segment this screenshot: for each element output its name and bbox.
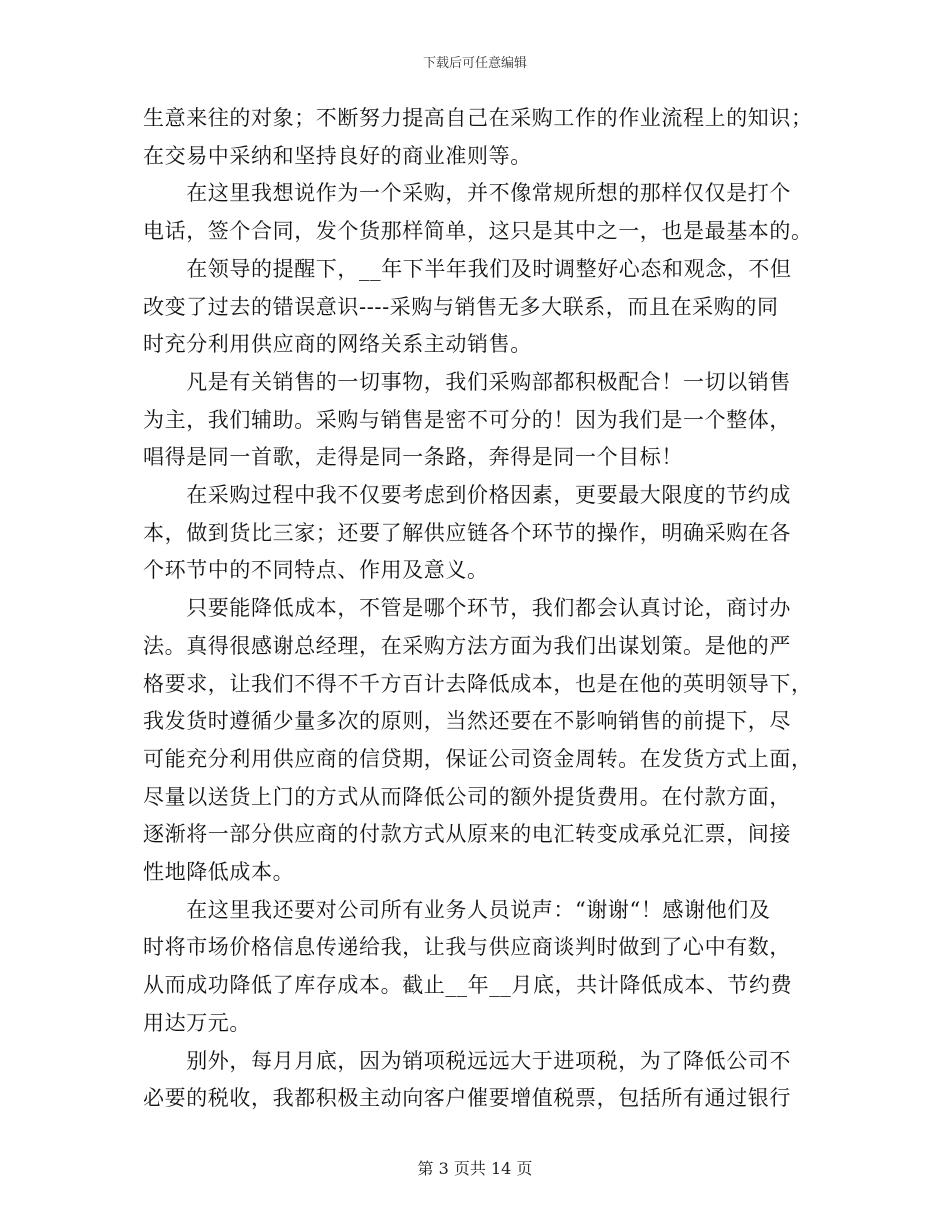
text-line: 唱得是同一首歌，走得是同一条路，奔得是同一个目标！	[143, 445, 683, 470]
text-line: 可能充分利用供应商的信贷期，保证公司资金周转。在发货方式上面，	[143, 746, 813, 771]
text-line: 在交易中采纳和坚持良好的商业准则等。	[143, 143, 532, 168]
text-line: 用达万元。	[143, 1010, 251, 1035]
text-line: 时将市场价格信息传递给我，让我与供应商谈判时做到了心中有数，	[143, 935, 791, 960]
paragraph	[143, 251, 808, 364]
text-line: 尽量以送货上门的方式从而降低公司的额外提货费用。在付款方面，	[143, 784, 791, 809]
text-line: 法。真得很感谢总经理，在采购方法方面为我们出谋划策。是他的严	[143, 633, 791, 658]
page-header: 下载后可任意编辑	[422, 56, 527, 71]
text-line: 生意来往的对象；不断努力提高自己在采购工作的作业流程上的知识；	[143, 106, 813, 130]
paragraph	[143, 477, 808, 590]
text-line: 别外，每月月底，因为销项税远远大于进项税，为了降低公司不	[143, 1048, 791, 1073]
text-line: 在这里我想说作为一个采购，并不像常规所想的那样仅仅是打个	[143, 181, 791, 206]
paragraph	[143, 100, 813, 175]
text-line: 为主，我们辅助。采购与销售是密不可分的！因为我们是一个整体，	[143, 407, 791, 432]
text-line: 改变了过去的错误意识----采购与销售无多大联系，而且在采购的同	[143, 294, 779, 319]
text-line: 个环节中的不同特点、作用及意义。	[143, 558, 489, 583]
paragraph	[143, 892, 808, 1043]
text-line: 时充分利用供应商的网络关系主动销售。	[143, 332, 532, 357]
text-line: 在采购过程中我不仅要考虑到价格因素，更要最大限度的节约成	[143, 483, 791, 508]
text-line: 电话，签个合同，发个货那样简单，这只是其中之一，也是最基本的。	[143, 219, 813, 244]
text-line: 我发货时遵循少量多次的原则，当然还要在不影响销售的前提下，尽	[143, 709, 791, 734]
text-line: 必要的税收，我都积极主动向客户催要增值税票，包括所有通过银行	[143, 1086, 791, 1111]
paragraph	[143, 364, 808, 477]
text-line: 凡是有关销售的一切事物，我们采购部都积极配合！一切以销售	[143, 369, 791, 394]
paragraph	[143, 1043, 808, 1118]
text-line: 在领导的提醒下，__年下半年我们及时调整好心态和观念，不但	[143, 256, 792, 281]
text-line: 性地降低成本。	[143, 860, 295, 885]
paragraph	[143, 175, 813, 250]
document-body	[143, 100, 813, 1118]
paragraph	[143, 590, 813, 892]
text-line: 从而成功降低了库存成本。截止__年__月底，共计降低成本、节约费	[143, 973, 793, 998]
text-line: 格要求，让我们不得不千方百计去降低成本，也是在他的英明领导下，	[143, 671, 813, 696]
text-line: 逐渐将一部分供应商的付款方式从原来的电汇转变成承兑汇票，间接	[143, 822, 791, 847]
text-line: 在这里我还要对公司所有业务人员说声：“谢谢“！感谢他们及	[143, 897, 771, 922]
text-line: 只要能降低成本，不管是哪个环节，我们都会认真讨论，商讨办	[143, 596, 791, 621]
page-footer: 第 3 页共 14 页	[417, 1159, 533, 1178]
text-line: 本，做到货比三家；还要了解供应链各个环节的操作，明确采购在各	[143, 520, 791, 545]
